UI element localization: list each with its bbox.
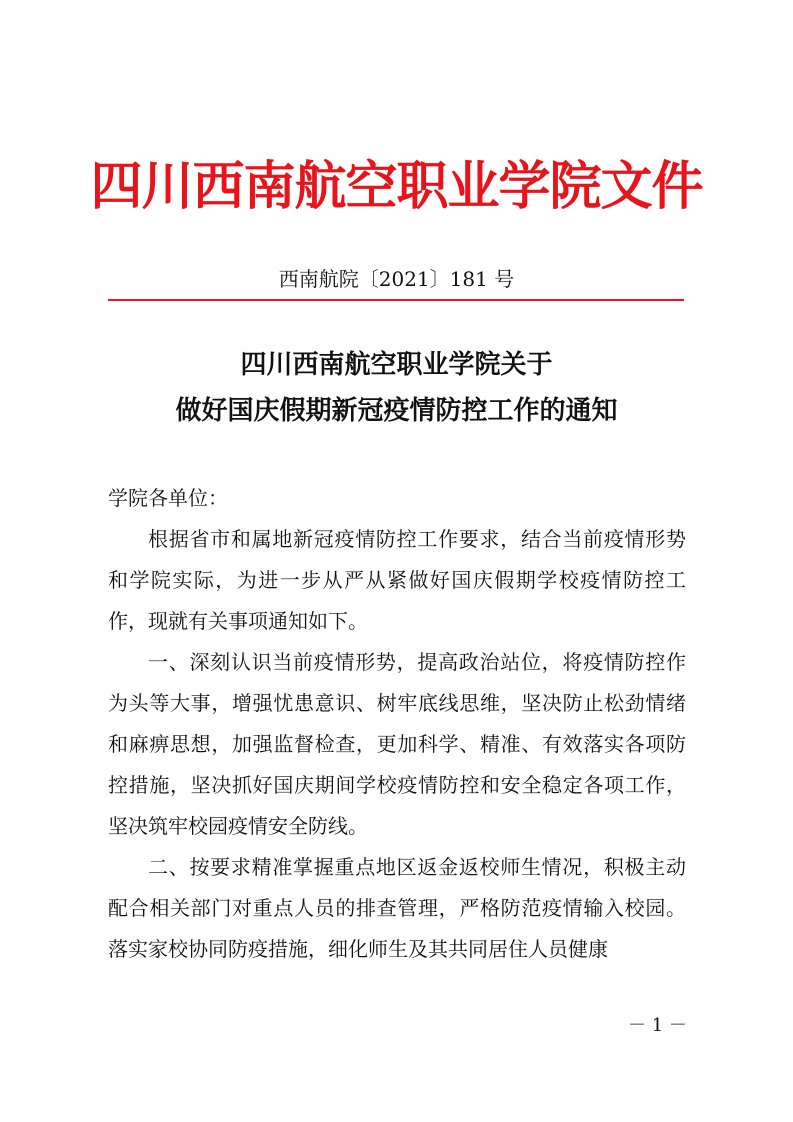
salutation: 学院各单位： [108, 486, 228, 510]
notice-title-line-2: 做好国庆假期新冠疫情防控工作的通知 [175, 396, 618, 426]
document-number: 西南航院〔2021〕181 号 [278, 267, 515, 291]
body-paragraph-2: 二、按要求精准掌握重点地区返金返校师生情况，积极主动配合相关部门对重点人员的排查管理，严格防范疫情输入校园。落实家校协同防疫措施，细化师生及其共同居住人员健康 [108, 855, 686, 961]
body-paragraph-intro: 根据省市和属地新冠疫情防控工作要求，结合当前疫情形势和学院实际，为进一步从严从紧做好国庆假期学校疫情防控工作，现就有关事项通知如下。 [108, 527, 686, 633]
notice-title-line-1: 四川西南航空职业学院关于 [240, 350, 553, 380]
header-red-divider [108, 299, 684, 301]
notice-title [0, 342, 793, 434]
page-number: － 1 － [628, 1015, 687, 1036]
document-header-title: 四川西南航空职业学院文件 [90, 156, 703, 217]
notice-body [108, 478, 686, 970]
body-paragraph-1: 一、深刻认识当前疫情形势，提高政治站位，将疫情防控作为头等大事，增强忧患意识、树牢底线思维，坚决防止松劲情绪和麻痹思想，加强监督检查，更加科学、精准、有效落实各项防控措施，坚决抓好国庆期间学校疫情防控和安全稳定各项工作，坚决筑牢校园疫情安全防线。 [108, 650, 686, 838]
